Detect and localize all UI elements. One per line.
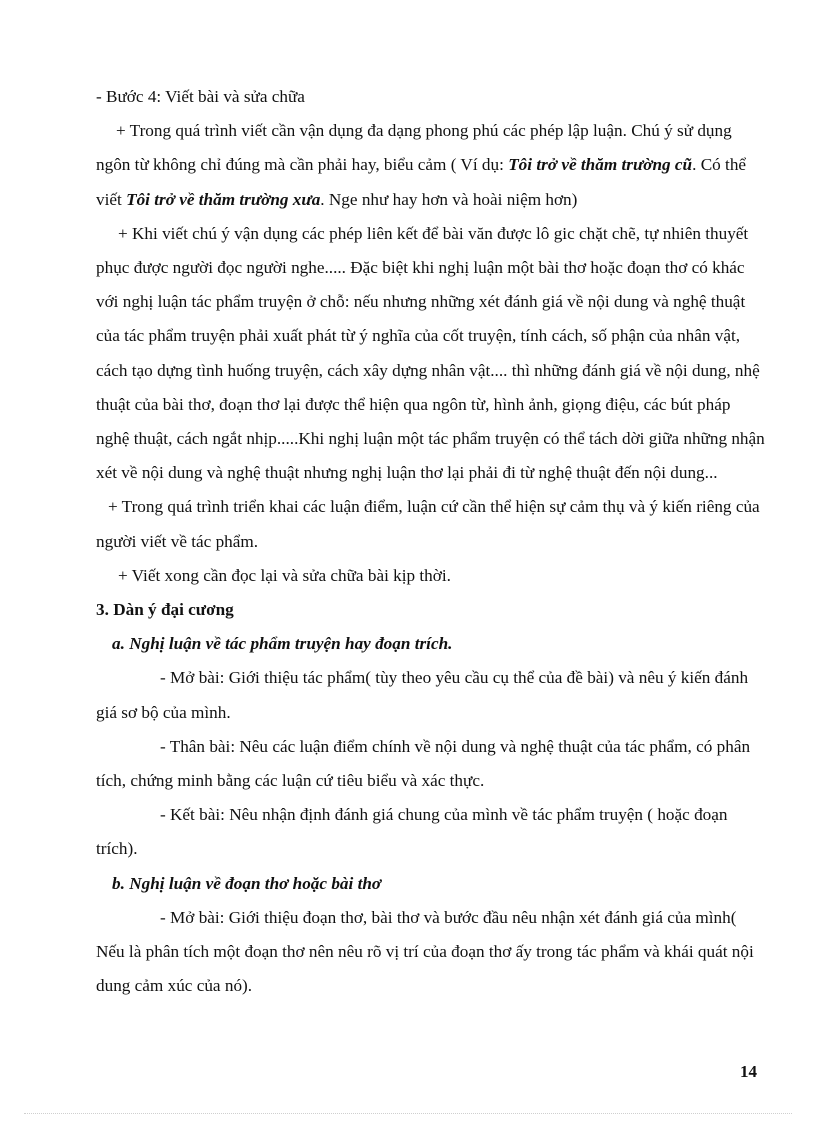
page-content [96, 80, 768, 1003]
example-former-school: Tôi trở về thăm trường xưa [126, 189, 321, 209]
section-heading-outline: 3. Dàn ý đại cương [96, 600, 234, 620]
story-body: - Thân bài: Nêu các luận điểm chính về nội dung và nghệ thuật của tác phẩm, có phân tích, chứng minh bằng các luận cứ tiêu biểu và xác thực. [96, 736, 751, 791]
poem-introduction: - Mở bài: Giới thiệu đoạn thơ, bài thơ và bước đầu nêu nhận xét đánh giá của mình( Nếu là phân tích một đoạn thơ nên nêu rõ vị trí của đoạn thơ ấy trong tác phẩm và khái quát nội dung cảm xúc của nó). [96, 907, 754, 996]
paragraph-vocabulary [96, 114, 768, 217]
footer-divider [24, 1113, 792, 1114]
paragraph-vocabulary-text-b: . Có thể viết [96, 155, 747, 209]
subheading-poem: b. Nghị luận về đoạn thơ hoặc bài thơ [112, 873, 382, 893]
paragraph-vocabulary-text-a: + Trong quá trình viết cần vận dụng đa dạng phong phú các phép lập luận. Chú ý sử dụng ngôn từ không chỉ đúng mà cần phải hay, biểu cảm ( Ví dụ: [96, 121, 732, 175]
example-old-school: Tôi trở về thăm trường cũ [508, 155, 693, 175]
paragraph-vocabulary-text-c: . Nge như hay hơn và hoài niệm hơn) [320, 189, 578, 209]
paragraph-cohesion: + Khi viết chú ý vận dụng các phép liên kết để bài văn được lô gic chặt chẽ, tự nhiên thuyết phục được người đọc người nghe..... Đặc biệt khi nghị luận một bài thơ hoặc đoạn thơ có khác với nghị luận tác phẩm truyện ở chỗ: nếu nhưng những xét đánh giá về nội dung và nghệ thuật của tác phẩm truyện phải xuất phát từ ý nghĩa của cốt truyện, tính cách, số phận của nhân vật, cách tạo dựng tình huống truyện, cách xây dựng nhân vật.... thì những đánh giá về nội dung, nhệ thuật của bài thơ, đoạn thơ lại được thể hiện qua ngôn từ, hình ảnh, giọng điệu, các bút pháp nghệ thuật, cách ngắt nhịp.....Khi nghị luận một tác phẩm truyện có thể tách dời giữa những nhận xét về nội dung và nghệ thuật nhưng nghị luận thơ lại phải đi từ nghệ thuật đến nội dung... [96, 223, 765, 483]
page-number: 14 [740, 1062, 757, 1081]
story-conclusion: - Kết bài: Nêu nhận định đánh giá chung của mình về tác phẩm truyện ( hoặc đoạn trích). [96, 805, 728, 859]
subheading-story: a. Nghị luận về tác phẩm truyện hay đoạn trích. [112, 634, 453, 654]
paragraph-review: + Viết xong cần đọc lại và sửa chữa bài kịp thời. [118, 565, 451, 585]
paragraph-arguments: + Trong quá trình triển khai các luận điểm, luận cứ cần thể hiện sự cảm thụ và ý kiến riêng của người viết về tác phẩm. [96, 497, 760, 551]
story-introduction: - Mở bài: Giới thiệu tác phẩm( tùy theo yêu cầu cụ thể của đề bài) và nêu ý kiến đánh giá sơ bộ của mình. [96, 668, 749, 722]
step-4-line: - Bước 4: Viết bài và sửa chữa [96, 87, 305, 106]
